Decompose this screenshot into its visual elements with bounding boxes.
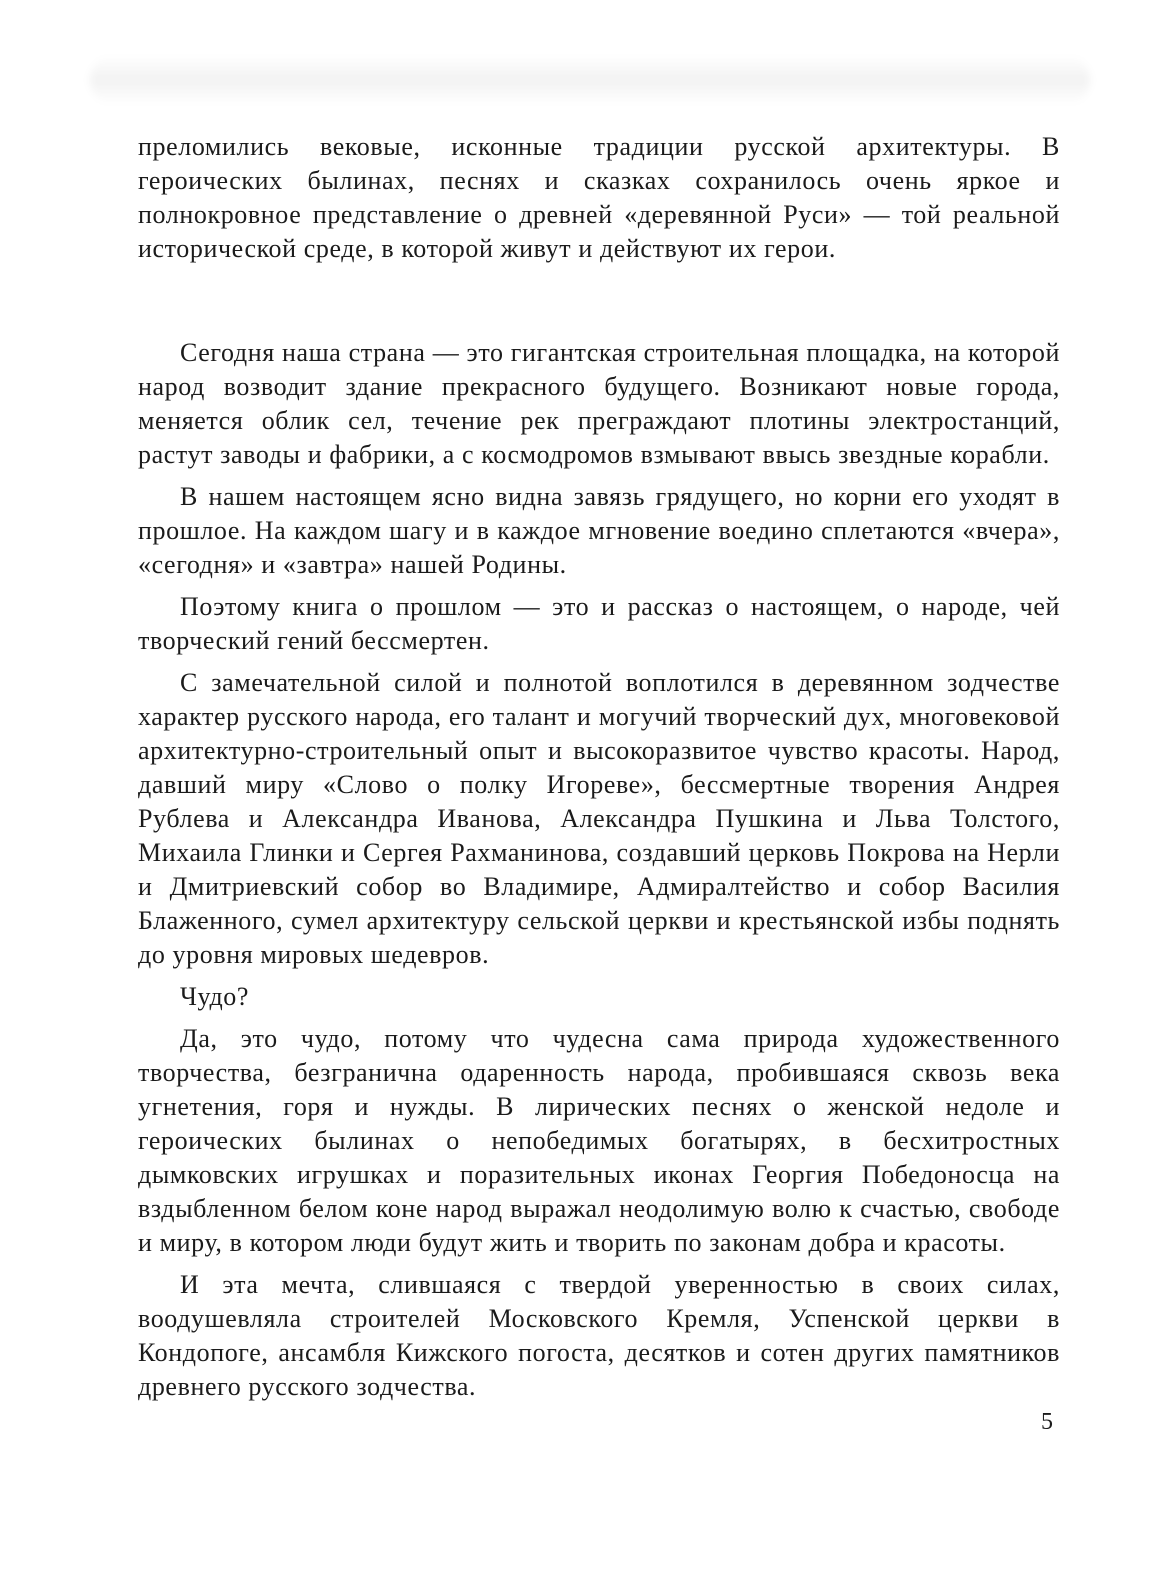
paragraph-1: Сегодня наша страна — это гигантская строительная площадка, на которой народ возводит здание прекрасного будущего. Возникают новые города, меняется облик сел, течение рек преграждают плотины электростанций, растут заводы и фабрики, а с космодромов взмывают ввысь звездные корабли.	[138, 338, 1060, 469]
top-paragraph: преломились вековые, исконные традиции русской архитектуры. В героических былинах, песнях и сказках сохранилось очень яркое и полнокровное представление о древней «деревянной Руси» — той реальной исторической среде, в которой живут и действуют их герои.	[138, 132, 1060, 263]
scan-shadow	[90, 55, 1090, 105]
top-text-block	[138, 130, 1060, 274]
paragraph-7: И эта мечта, слившаяся с твердой уверенностью в своих силах, воодушевляла строителей Московского Кремля, Успенской церкви в Кондопоге, ансамбля Кижского погоста, десятков и сотен других памятников древнего русского зодчества.	[138, 1270, 1060, 1401]
paragraph-5: Чудо?	[180, 982, 250, 1011]
paragraph-3: Поэтому книга о прошлом — это и рассказ о настоящем, о народе, чей творческий гений бессмертен.	[138, 592, 1060, 655]
paragraph-2: В нашем настоящем ясно видна завязь грядущего, но корни его уходят в прошлое. На каждом шагу и в каждое мгновение воедино сплетаются «вчера», «сегодня» и «завтра» нашей Родины.	[138, 482, 1060, 579]
paragraph-4: С замечательной силой и полнотой воплотился в деревянном зодчестве характер русского народа, его талант и могучий творческий дух, многовековой архитектурно-строительный опыт и высокоразвитое чувство красоты. Народ, давший миру «Слово о полку Игореве», бессмертные творения Андрея Рублева и Александра Иванова, Александра Пушкина и Льва Толстого, Михаила Глинки и Сергея Рахманинова, создавший церковь Покрова на Нерли и Дмитриевский собор во Владимире, Адмиралтейство и собор Василия Блаженного, сумел архитектуру сельской церкви и крестьянской избы поднять до уровня мировых шедевров.	[138, 668, 1060, 969]
page-number: 5	[1041, 1409, 1053, 1435]
paragraph-6: Да, это чудо, потому что чудесна сама природа художественного творчества, безгранична одаренность народа, пробившаяся сквозь века угнетения, горя и нужды. В лирических песнях о женской недоле и героических былинах о непобедимых богатырях, в бесхитростных дымковских игрушках и поразительных иконах Георгия Победоносца на вздыбленном белом коне народ выражал неодолимую волю к счастью, свободе и миру, в котором люди будут жить и творить по законам добра и красоты.	[138, 1024, 1060, 1257]
main-text-block	[138, 336, 1060, 1412]
